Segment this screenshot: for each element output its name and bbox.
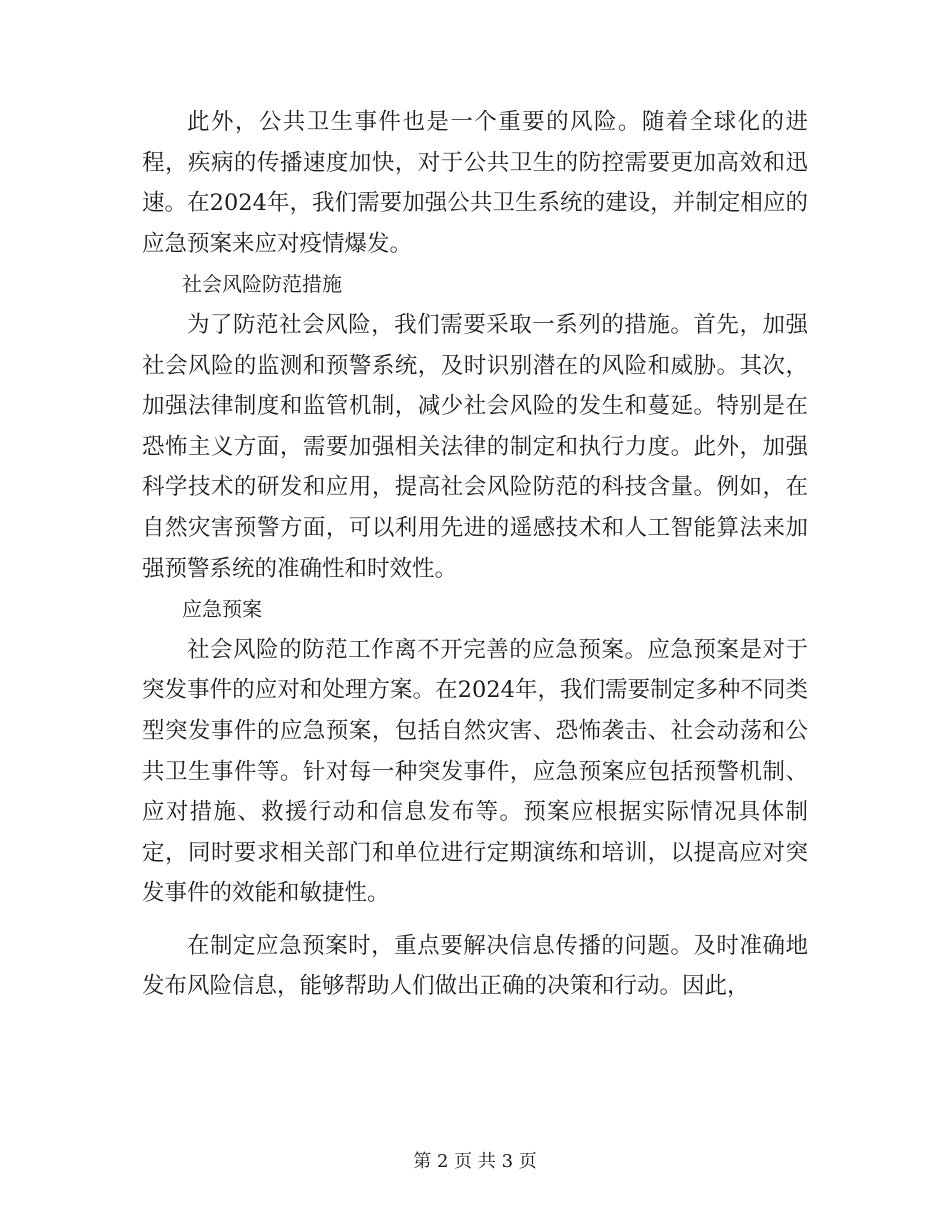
document-body xyxy=(142,102,808,1007)
paragraph-prevention-measures: 为了防范社会风险，我们需要采取一系列的措施。首先，加强社会风险的监测和预警系统，及时识别潜在的风险和威胁。其次，加强法律制度和监管机制，减少社会风险的发生和蔓延。特别是在恐怖主义方面，需要加强相关法律的制定和执行力度。此外，加强科学技术的研发和应用，提高社会风险防范的科技含量。例如，在自然灾害预警方面，可以利用先进的遥感技术和人工智能算法来加强预警系统的准确性和时效性。 xyxy=(142,311,808,582)
page-number-footer: 第 2 页 共 3 页 xyxy=(413,1151,537,1172)
paragraph-information: 在制定应急预案时，重点要解决信息传播的问题。及时准确地发布风险信息，能够帮助人们做出正确的决策和行动。因此， xyxy=(142,932,808,1000)
paragraph-spacer xyxy=(142,914,808,926)
heading-emergency-plan: 应急预案 xyxy=(182,597,262,622)
paragraph-emergency-plan: 社会风险的防范工作离不开完善的应急预案。应急预案是对于突发事件的应对和处理方案。在2024年，我们需要制定多种不同类型突发事件的应急预案，包括自然灾害、恐怖袭击、社会动荡和公共卫生事件等。针对每一种突发事件，应急预案应包括预警机制、应对措施、救援行动和信息发布等。预案应根据实际情况具体制定，同时要求相关部门和单位进行定期演练和培训，以提高应对突发事件的效能和敏捷性。 xyxy=(142,636,808,907)
heading-risk-prevention: 社会风险防范措施 xyxy=(182,272,342,297)
paragraph-public-health: 此外，公共卫生事件也是一个重要的风险。随着全球化的进程，疾病的传播速度加快，对于公共卫生的防控需要更加高效和迅速。在2024年，我们需要加强公共卫生系统的建设，并制定相应的应急预案来应对疫情爆发。 xyxy=(142,109,808,257)
